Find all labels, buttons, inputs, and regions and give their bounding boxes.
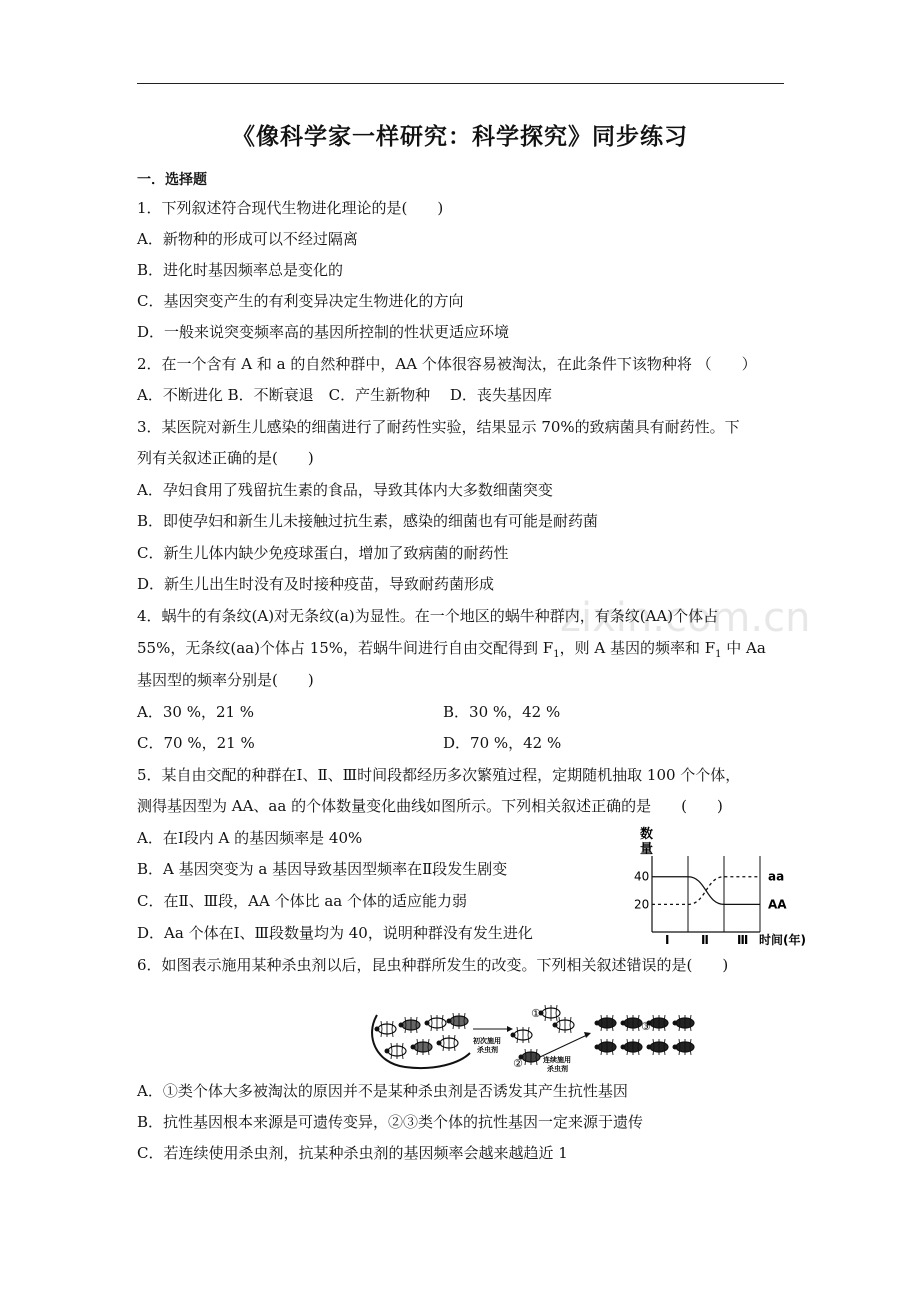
- y-axis-label-char1: 数: [640, 827, 654, 842]
- q5-option-c: C．在Ⅱ、Ⅲ段，AA 个体比 aa 个体的适应能力弱: [137, 892, 467, 910]
- insect-initial: [385, 1043, 407, 1059]
- x-axis-label: 时间(年): [759, 933, 806, 947]
- q3-stem-line1: 3．某医院对新生儿感染的细菌进行了耐药性实验，结果显示 70%的致病菌具有耐药性。下: [137, 418, 740, 436]
- q1-option-a: A．新物种的形成可以不经过隔离: [137, 230, 358, 248]
- page-title: 《像科学家一样研究：科学探究》同步练习: [232, 123, 688, 150]
- q4-stem-line1: 4．蜗牛的有条纹(A)对无条纹(a)为显性。在一个地区的蜗牛种群内，有条纹(AA)个体占: [137, 607, 719, 625]
- insect-resistant: [595, 1015, 617, 1031]
- q6-option-b: B．抗性基因根本来源是可遗传变异，②③类个体的抗性基因一定来源于遗传: [137, 1113, 644, 1131]
- section-heading: 一．选择题: [137, 172, 207, 188]
- q3-stem-line2: 列有关叙述正确的是( ): [137, 449, 314, 467]
- arrow-continuous: [540, 1035, 587, 1057]
- insect-type-1: [553, 1017, 575, 1033]
- arrowhead-continuous: [584, 1032, 591, 1038]
- x-tick-label: Ⅲ: [737, 933, 749, 947]
- q4-option-d: D．70 %，42 %: [443, 734, 562, 752]
- label-first-1: 初次施用: [473, 1037, 501, 1045]
- y-axis-label-char2: 量: [640, 842, 654, 857]
- insecticide-figure: [365, 995, 705, 1075]
- header-rule: [137, 83, 784, 84]
- q6-option-c: C．若连续使用杀虫剂，抗某种杀虫剂的基因频率会越来越趋近 1: [137, 1144, 568, 1162]
- insect-resistant: [621, 1015, 643, 1031]
- insect-resistant: [673, 1039, 695, 1055]
- mark-1: ①: [531, 1007, 541, 1020]
- q1-option-b: B．进化时基因频率总是变化的: [137, 261, 344, 279]
- series-AA-line: [652, 877, 760, 905]
- q6-stem: 6．如图表示施用某种杀虫剂以后，昆虫种群所发生的改变。下列相关叙述错误的是( ): [137, 956, 729, 974]
- q2-stem: 2．在一个含有 A 和 a 的自然种群中，AA 个体很容易被淘汰，在此条件下该物种将 （ ）: [137, 355, 757, 373]
- q5-option-a: A．在Ⅰ段内 A 的基因频率是 40%: [137, 829, 363, 847]
- q4-option-a: A．30 %，21 %: [137, 703, 255, 721]
- insect-initial: [425, 1015, 447, 1031]
- series-AA-label: AA: [768, 897, 787, 912]
- q1-stem: 1．下列叙述符合现代生物进化理论的是( ): [137, 199, 444, 217]
- insect-type-1: [511, 1027, 533, 1043]
- y-tick-label: 40: [634, 869, 650, 884]
- insect-resistant: [647, 1039, 669, 1055]
- insect-initial: [447, 1013, 469, 1029]
- insect-resistant: [621, 1039, 643, 1055]
- watermark: zixin.com.cn: [560, 595, 811, 641]
- q5-option-b: B．A 基因突变为 a 基因导致基因型频率在Ⅱ段发生剧变: [137, 860, 508, 878]
- insect-initial: [375, 1021, 397, 1037]
- x-tick-label: Ⅰ: [665, 933, 670, 947]
- label-cont-1: 连续施用: [543, 1056, 571, 1064]
- q4-option-c: C．70 %，21 %: [137, 734, 255, 752]
- genotype-count-chart: [620, 822, 815, 950]
- q5-stem-line2: 测得基因型为 AA、aa 的个体数量变化曲线如图所示。下列相关叙述正确的是 ( ): [137, 797, 723, 815]
- series-aa-label: aa: [768, 869, 785, 884]
- insect-resistant: [673, 1015, 695, 1031]
- q1-option-c: C．基因突变产生的有利变异决定生物进化的方向: [137, 292, 464, 310]
- q1-option-d: D．一般来说突变频率高的基因所控制的性状更适应环境: [137, 323, 510, 341]
- q4-stem-line3: 基因型的频率分别是( ): [137, 671, 314, 689]
- label-cont-2: 杀虫剂: [547, 1065, 568, 1073]
- y-tick-label: 20: [634, 897, 650, 912]
- q5-option-d: D．Aa 个体在Ⅰ、Ⅲ段数量均为 40，说明种群没有发生进化: [137, 924, 533, 942]
- q3-option-d: D．新生儿出生时没有及时接种疫苗，导致耐药菌形成: [137, 575, 495, 593]
- q3-option-b: B．即使孕妇和新生儿未接触过抗生素，感染的细菌也有可能是耐药菌: [137, 512, 599, 530]
- insect-type-1: [539, 1005, 561, 1021]
- insect-initial: [411, 1039, 433, 1055]
- mark-3: ③: [641, 1020, 651, 1033]
- q4-stem-line2: 55%，无条纹(aa)个体占 15%，若蜗牛间进行自由交配得到 $F_1$，则 A 基因的频率和 $F_1$ 中 Aa: [137, 639, 766, 660]
- x-tick-label: Ⅱ: [701, 933, 709, 947]
- insect-initial: [399, 1017, 421, 1033]
- q4-option-b: B．30 %，42 %: [443, 703, 561, 721]
- q6-option-a: A．①类个体大多被淘汰的原因并不是某种杀虫剂是否诱发其产生抗性基因: [137, 1082, 628, 1100]
- insect-resistant: [595, 1039, 617, 1055]
- q2-options: A．不断进化 B．不断衰退 C．产生新物种 D．丧失基因库: [137, 386, 552, 404]
- q5-stem-line1: 5．某自由交配的种群在Ⅰ、Ⅱ、Ⅲ时间段都经历多次繁殖过程，定期随机抽取 100 个个体，: [137, 766, 741, 784]
- arrowhead-first: [507, 1026, 513, 1032]
- q3-option-a: A．孕妇食用了残留抗生素的食品，导致其体内大多数细菌突变: [137, 481, 553, 499]
- insect-initial: [437, 1035, 459, 1051]
- q3-option-c: C．新生儿体内缺少免疫球蛋白，增加了致病菌的耐药性: [137, 544, 509, 562]
- label-first-2: 杀虫剂: [477, 1046, 498, 1054]
- mark-2: ②: [513, 1057, 523, 1070]
